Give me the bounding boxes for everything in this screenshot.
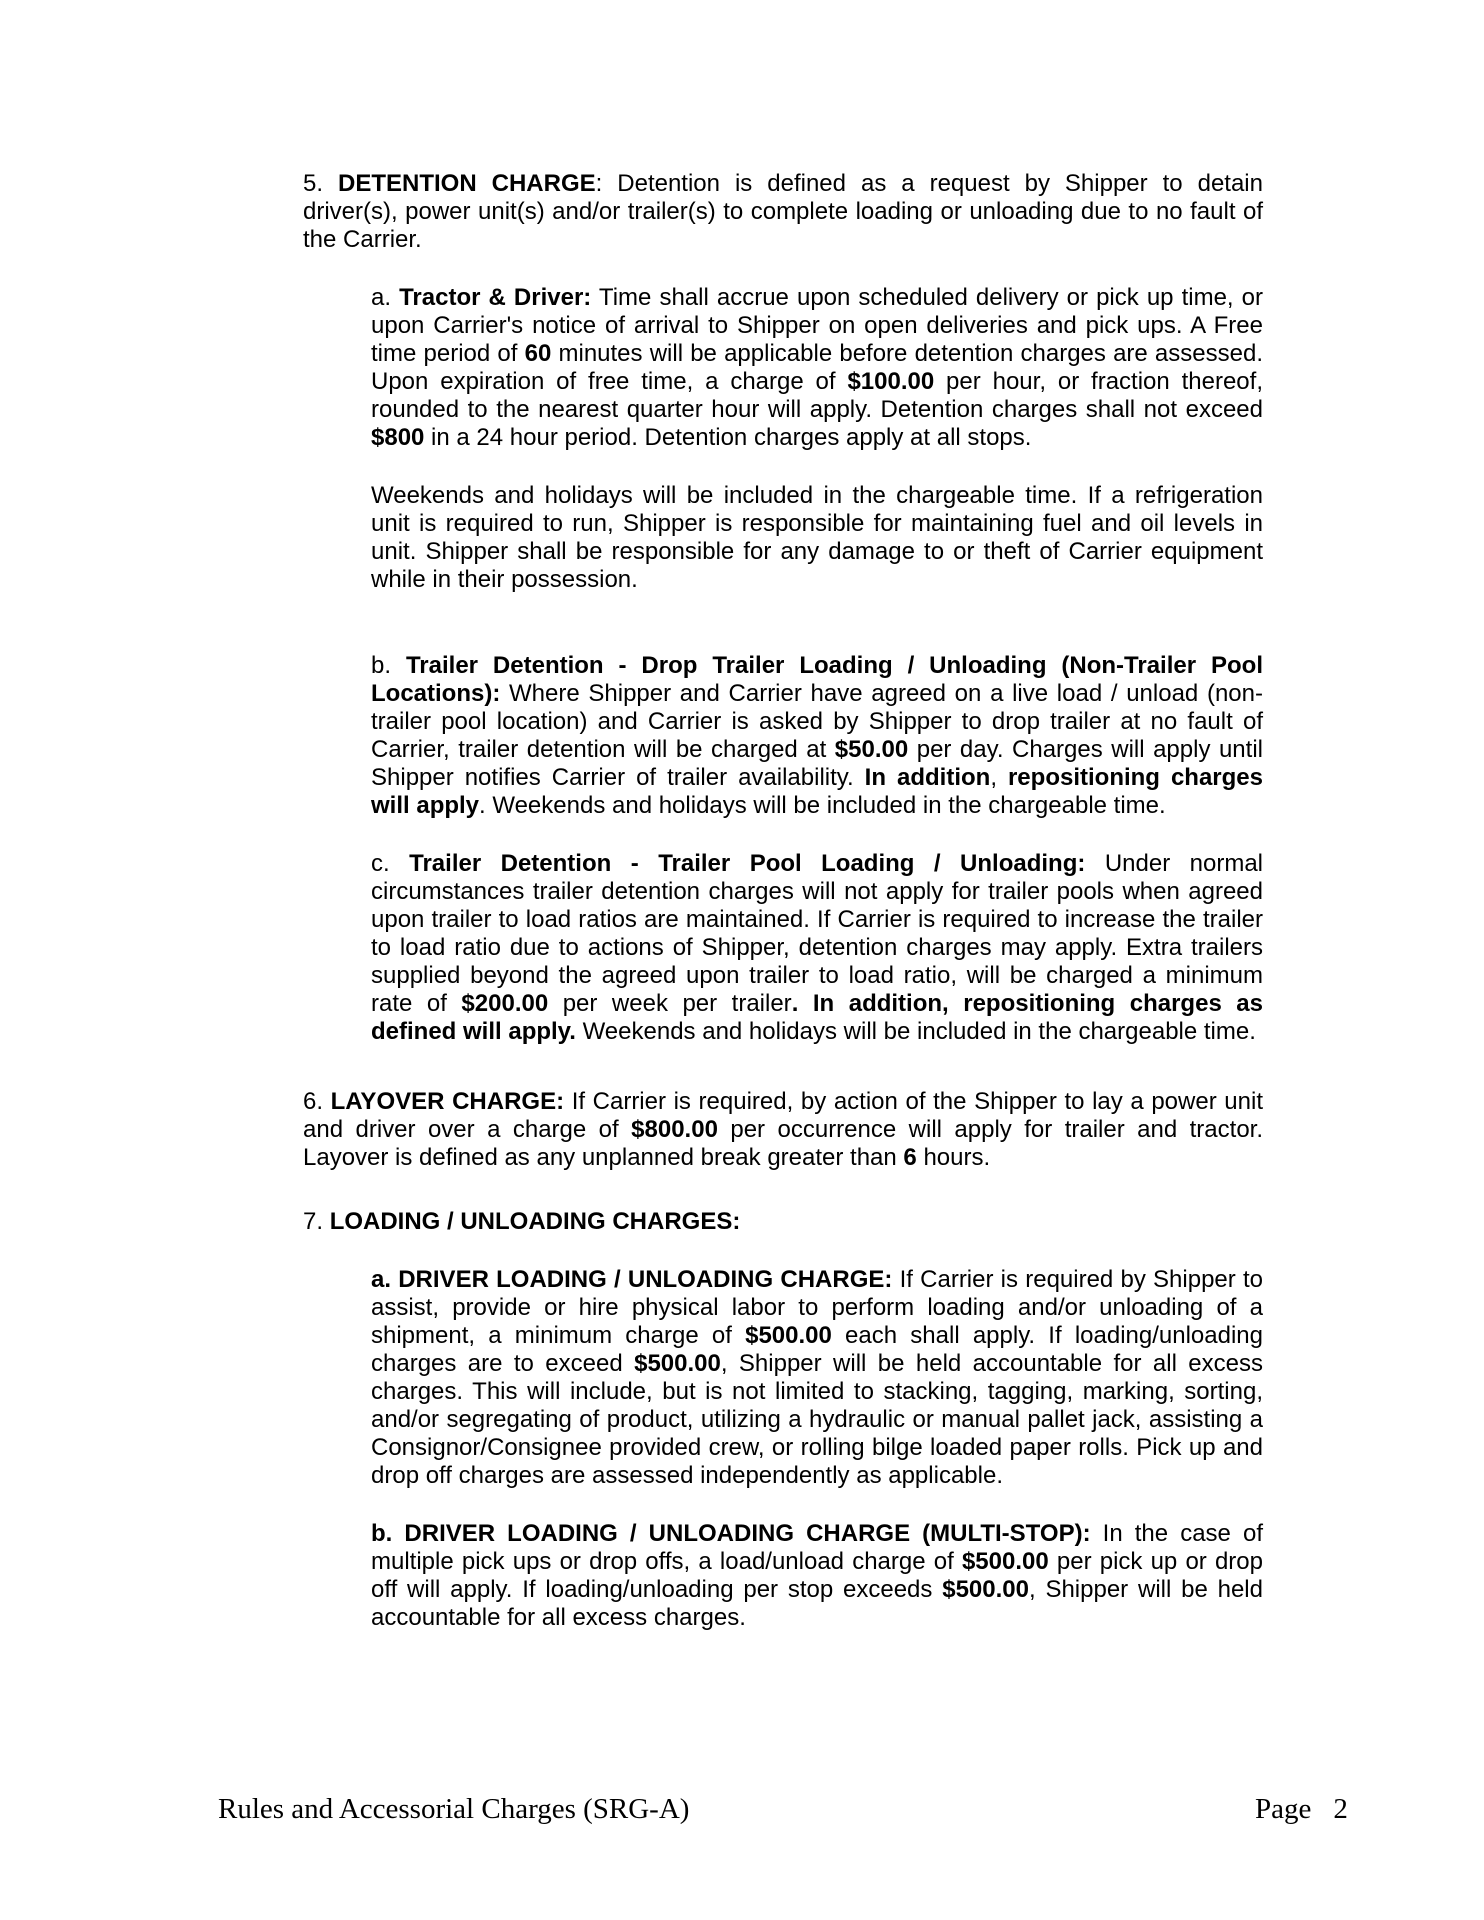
paragraph-layover-charge xyxy=(303,1088,1263,1172)
text-run: DETENTION CHARGE xyxy=(337,170,596,197)
text-run: per occurrence will apply for trailer and tractor. Layover is defined as any unplanned break greater than xyxy=(303,1116,1263,1171)
paragraph-detention-charge xyxy=(303,170,1263,254)
text-run: each shall apply. If loading/unloading charges are to exceed xyxy=(371,1322,1263,1377)
page-footer xyxy=(0,1792,1484,1832)
text-run: Trailer Detention - Trailer Pool Loading / Unloading: xyxy=(409,850,1086,877)
text-run: Time shall accrue upon scheduled delivery or pick up time, or upon Carrier's notice of arrival to Shipper on open deliveries and pick ups. A Free time period of xyxy=(371,284,1263,367)
text-run: : Detention is defined as a request by Shipper to detain driver(s), power unit(s) and/or trailer(s) to complete loading or unloading due to no fault of the Carrier. xyxy=(303,170,1263,253)
text-run: $800.00 xyxy=(631,1116,718,1143)
text-run: . In addition, repositioning charges as defined will apply. xyxy=(371,990,1264,1045)
text-run: 60 xyxy=(524,340,552,367)
text-run: $500.00 xyxy=(745,1322,832,1349)
text-run: Trailer Detention - Drop Trailer Loading / Unloading (Non-Trailer Pool Locations): xyxy=(371,652,1264,707)
footer-page-label: Page xyxy=(1255,1793,1312,1825)
text-run: a. xyxy=(371,284,400,311)
text-run: Where Shipper and Carrier have agreed on a live load / unload (non-trailer pool location) and Carrier is asked by Shipper to drop trailer at no fault of Carrier, trailer detention will be charged at xyxy=(371,680,1263,763)
text-run: . Weekends and holidays will be included in the chargeable time. xyxy=(479,792,1166,819)
footer-document-title: Rules and Accessorial Charges (SRG-A) xyxy=(218,1793,690,1825)
text-run: in a 24 hour period. Detention charges apply at all stops. xyxy=(424,424,1032,451)
paragraph-tractor-driver xyxy=(371,284,1263,452)
text-run: c. xyxy=(371,850,410,877)
text-run: $500.00 xyxy=(961,1548,1049,1575)
text-run: 6 xyxy=(903,1144,917,1171)
text-run: Weekends and holidays will be included in the chargeable time. xyxy=(575,1018,1256,1045)
footer-page-number: 2 xyxy=(1333,1793,1348,1825)
text-run: In the case of multiple pick ups or drop offs, a load/unload charge of xyxy=(371,1520,1263,1575)
text-run: , Shipper will be held accountable for all excess charges. This will include, but is not limited to stacking, tagging, marking, sorting, and/or segregating of product, utilizing a hydraulic or manual pallet jack, assisting a Consignor/Consignee provided crew, or rolling bilge loaded paper rolls. Pick up and drop off charges are assessed independently as applicable. xyxy=(371,1350,1264,1489)
text-run: per pick up or drop off will apply. If loading/unloading per stop exceeds xyxy=(371,1548,1263,1603)
text-run: LAYOVER CHARGE: xyxy=(330,1088,565,1115)
text-run: Tractor & Driver: xyxy=(399,284,592,311)
text-run: , Shipper will be held accountable for all excess charges. xyxy=(371,1576,1263,1631)
text-run: minutes will be applicable before detention charges are assessed. Upon expiration of free time, a charge of xyxy=(371,340,1263,395)
paragraph-driver-loading-charge-multistop xyxy=(371,1520,1263,1632)
text-run: per day. Charges will apply until Shipper notifies Carrier of trailer availability. xyxy=(371,736,1263,791)
text-run: b. xyxy=(371,652,406,679)
text-run: If Carrier is required by Shipper to assist, provide or hire physical labor to perform loading and/or unloading of a shipment, a minimum charge of xyxy=(371,1266,1263,1349)
paragraph-loading-unloading-heading xyxy=(303,1208,1263,1236)
paragraph-trailer-detention-pool xyxy=(371,850,1263,1046)
text-run: In addition xyxy=(864,764,991,791)
text-run: Weekends and holidays will be included in the chargeable time. If a refrigeration unit is required to run, Shipper is responsible for maintaining fuel and oil levels in unit. Shipper shall be responsible for any damage to or theft of Carrier equipment while in their possession. xyxy=(371,482,1263,593)
text-run: LOADING / UNLOADING CHARGES: xyxy=(329,1208,741,1235)
footer-page-indicator xyxy=(1255,1792,1348,1826)
paragraph-trailer-detention-drop xyxy=(371,652,1263,820)
text-run: If Carrier is required, by action of the Shipper to lay a power unit and driver over a charge of xyxy=(303,1088,1264,1143)
text-run: $50.00 xyxy=(834,736,909,763)
text-run: 7. xyxy=(303,1208,330,1235)
text-run: 5. xyxy=(303,170,338,197)
paragraph-driver-loading-charge xyxy=(371,1266,1263,1490)
text-run: , xyxy=(990,764,1008,791)
text-run: $100.00 xyxy=(847,368,935,395)
text-run: hours. xyxy=(916,1144,991,1171)
text-run: Under normal circumstances trailer detention charges will not apply for trailer pools when agreed upon trailer to load ratios are maintained. If Carrier is required to increase the trailer to load ratio due to actions of Shipper, detention charges may apply. Extra trailers supplied beyond the agreed upon trailer to load ratio, will be charged a minimum rate of xyxy=(371,850,1263,1017)
paragraph-weekends-holidays xyxy=(371,482,1263,594)
document-body xyxy=(303,170,1263,1632)
text-run: $200.00 xyxy=(461,990,549,1017)
text-run: per hour, or fraction thereof, rounded to the nearest quarter hour will apply. Detention charges shall not exceed xyxy=(371,368,1263,423)
text-run: $500.00 xyxy=(942,1576,1029,1603)
text-run: b. DRIVER LOADING / UNLOADING CHARGE (MULTI-STOP): xyxy=(371,1520,1091,1547)
text-run: per week per trailer xyxy=(548,990,792,1017)
text-run: $800 xyxy=(371,424,425,451)
text-run: 6. xyxy=(303,1088,331,1115)
text-run: a. DRIVER LOADING / UNLOADING CHARGE: xyxy=(371,1266,893,1293)
text-run: repositioning charges will apply xyxy=(371,764,1263,819)
text-run: $500.00 xyxy=(634,1350,721,1377)
